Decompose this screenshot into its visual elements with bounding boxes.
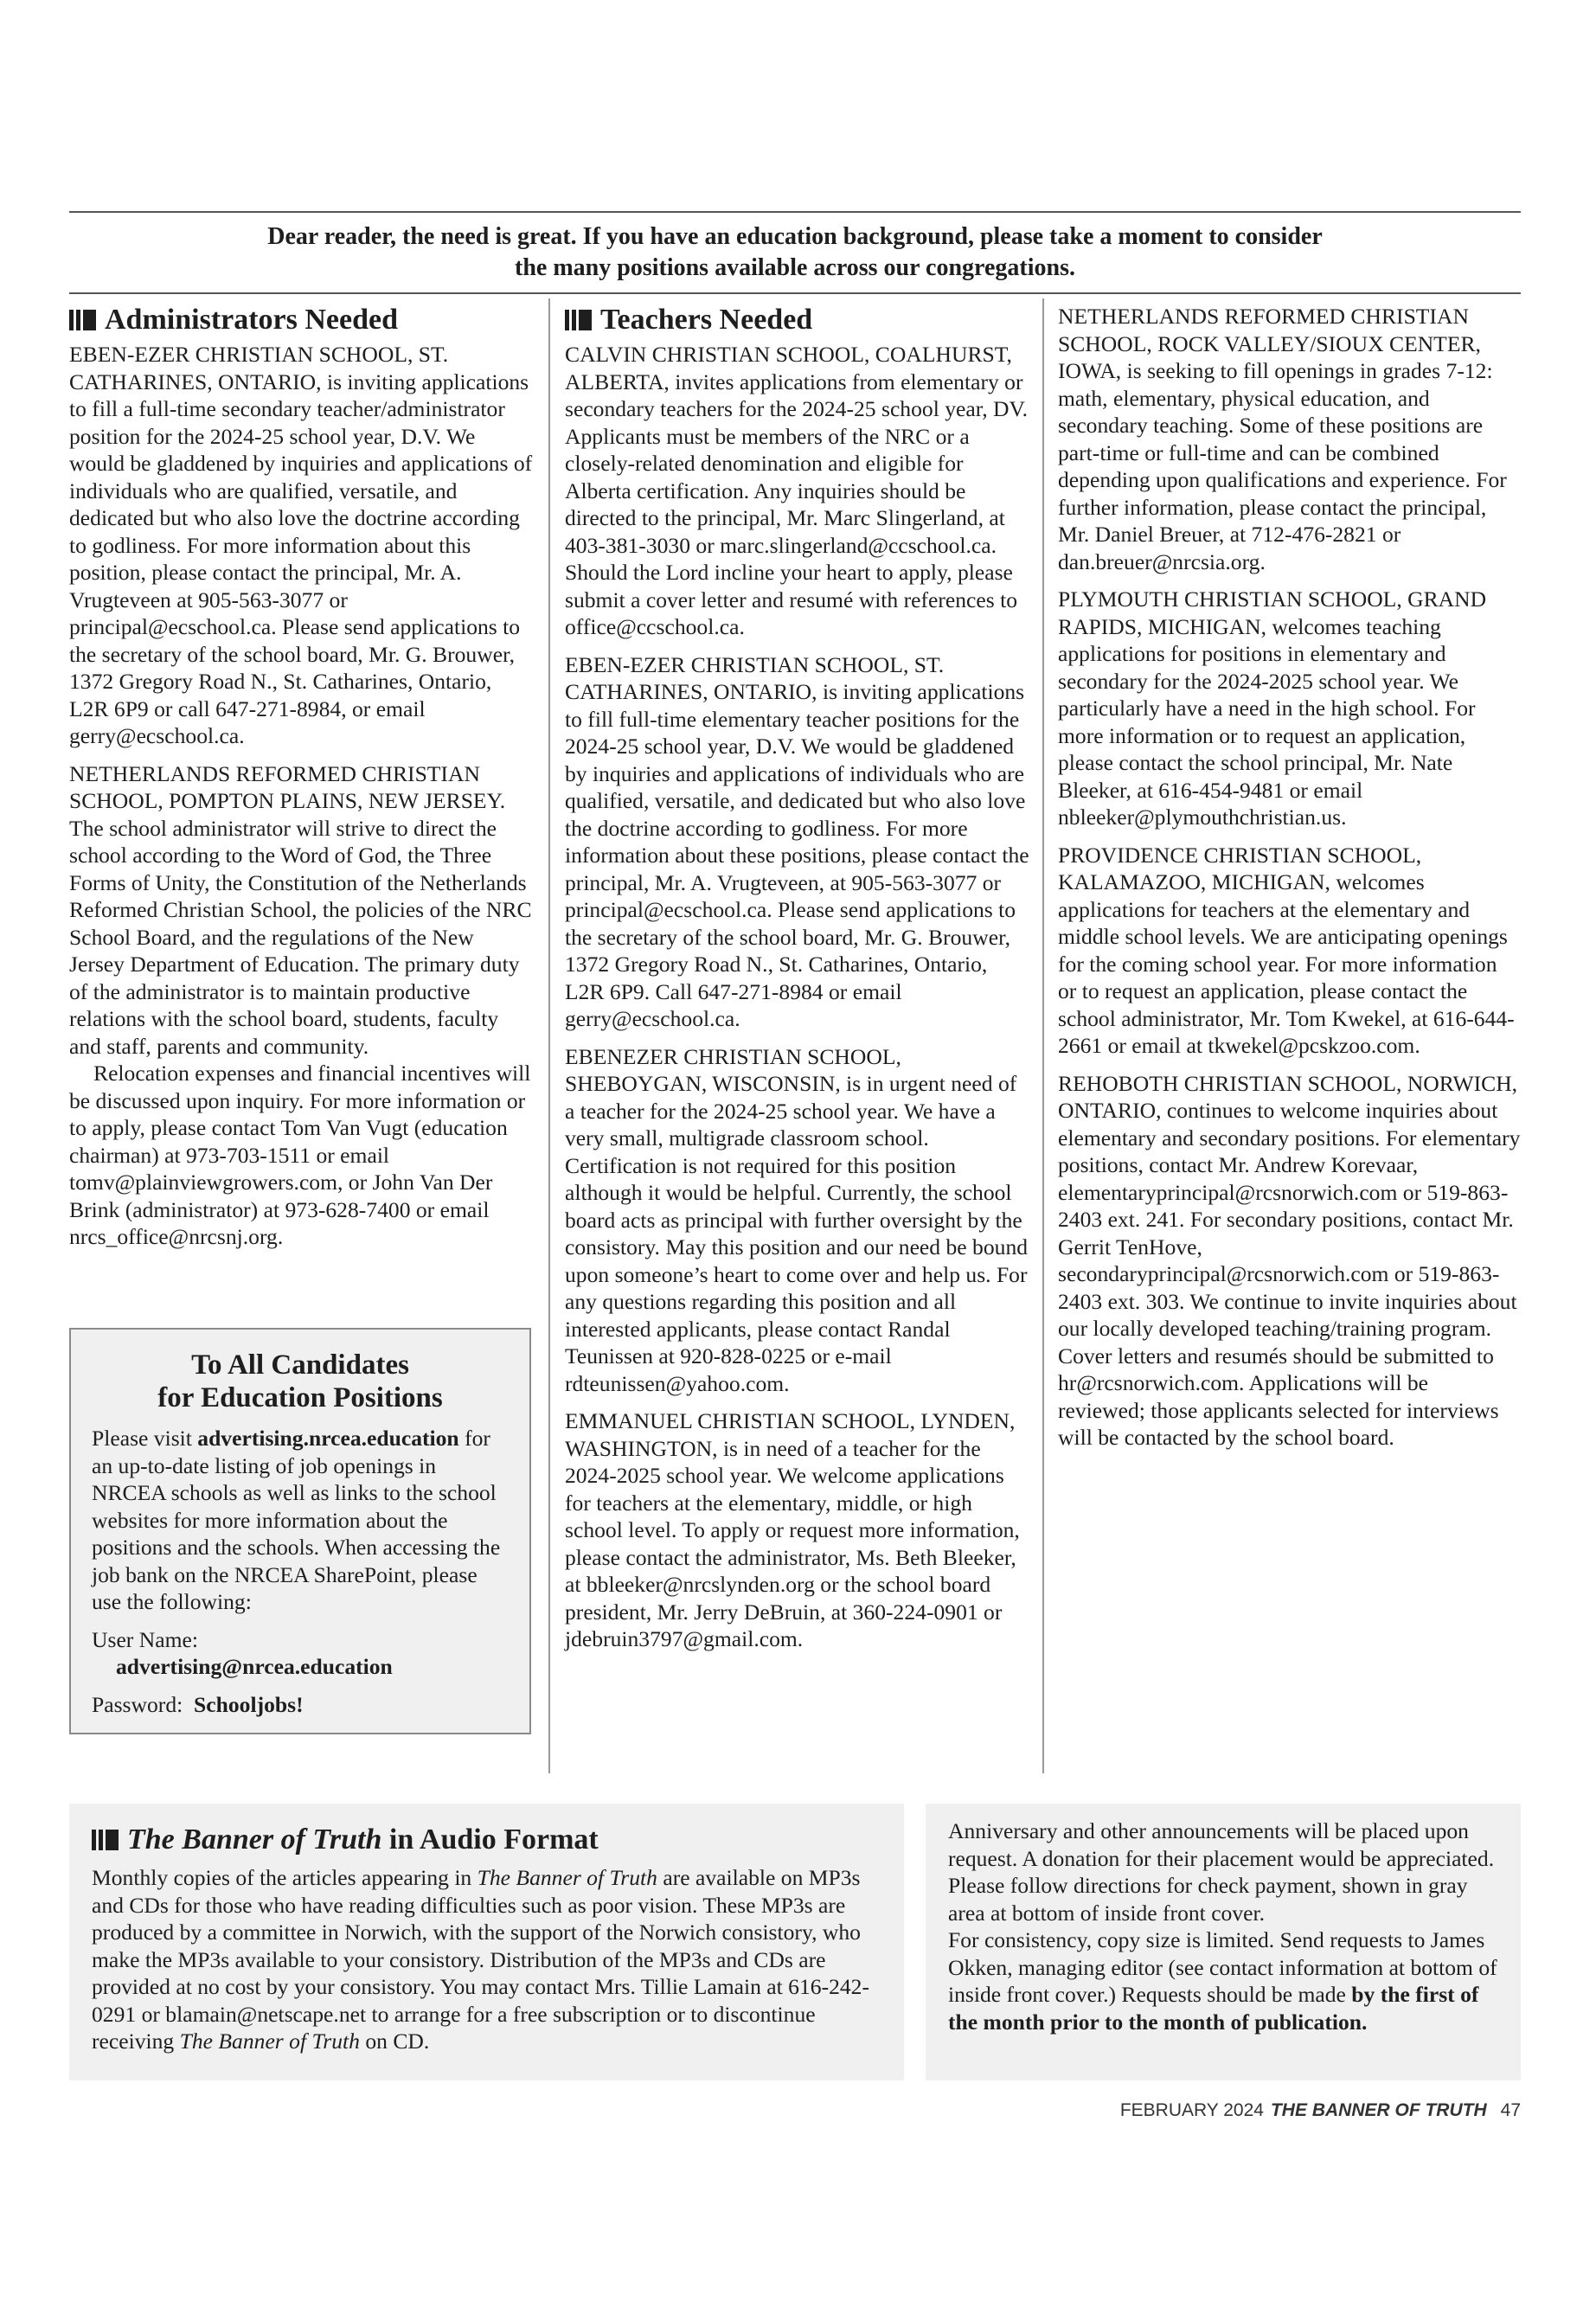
password-row	[92, 1691, 509, 1719]
candidates-visit-prefix: Please visit	[92, 1426, 198, 1451]
listing-rehoboth-norwich: REHOBOTH CHRISTIAN SCHOOL, NORWICH, ONTARIO, continues to welcome inquiries about elementary and secondary positions. For elementary positions, contact Mr. Andrew Korevaar, elementaryprincipal@rcsnorwich.com or 519-863-2403 ext. 241. For secondary positions, contact Mr. Gerrit TenHove, secondaryprincipal@rcsnorwich.com or 519-863-2403 ext. 303. We continue to invite inquiries about our locally developed teaching/training program. Cover letters and resumés should be submitted to hr@rcsnorwich.com. Applications will be reviewed; those applicants selected for interviews will be contacted by the school board.	[1058, 1070, 1521, 1450]
candidates-title-line-2: for Education Positions	[157, 1382, 443, 1413]
audio-text-1: Monthly copies of the articles appearing in	[92, 1865, 478, 1890]
listing-calvin-coalhurst: CALVIN CHRISTIAN SCHOOL, COALHURST, ALBERTA, invites applications from elementary or secondary teachers for the 2024-25 school year, DV. Applicants must be members of the NRC or a closely-related denomination and eligible for Alberta certification. Any inquiries should be directed to the principal, Mr. Marc Slingerland, at 403-381-3030 or marc.slingerland@ccschool.ca. Should the Lord incline your heart to apply, please submit a cover letter and resumé with references to office@ccschool.ca.	[565, 342, 1029, 639]
announcements-para-1: Anniversary and other announcements will be placed upon request. A donation for their placement would be appreciated. Please follow directions for check payment, shown in gray area at bottom of inside front cover.	[948, 1818, 1495, 1926]
announcements-box	[926, 1804, 1521, 2080]
column-teachers	[565, 303, 1030, 1653]
section-heading-administrators	[69, 303, 535, 337]
listing-ebenezer-sheboygan: EBENEZER CHRISTIAN SCHOOL, SHEBOYGAN, WISCONSIN, is in urgent need of a teacher for the 2024-25 school year. We have a very small, multigrade classroom school. Certification is not required for this position although it would be helpful. Currently, the school board acts as principal with further oversight by the consistory. May this position and our need be bound upon someone’s heart to come over and help us. For any questions regarding this position and all interested applicants, please contact Randal Teunissen at 920-828-0225 or e-mail rdteunissen@yahoo.com.	[565, 1043, 1029, 1396]
candidates-visit-rest: for an up-to-date listing of job openings in NRCEA schools as well as links to the school websites for more information about the positions and the schools. When accessing the job bank on the NRCEA SharePoint, please use the following:	[92, 1426, 501, 1614]
listing-plymouth-grand-rapids: PLYMOUTH CHRISTIAN SCHOOL, GRAND RAPIDS, MICHIGAN, welcomes teaching applications for positions in elementary and secondary for the 2024-2025 school year. We particularly have a need in the high school. For more information or to request an application, please contact the school principal, Mr. Nate Bleeker, at 616-454-9481 or email nbleeker@plymouthchristian.us.	[1058, 586, 1487, 830]
listing-ebenezer-st-catharines-admin: EBEN-EZER CHRISTIAN SCHOOL, ST. CATHARINES, ONTARIO, is inviting applications to fill a full-time secondary teacher/administrator position for the 2024-25 school year, D.V. We would be gladdened by inquiries and applications of individuals who are qualified, versatile, and dedicated but who also love the doctrine according to godliness. For more information about this position, please contact the principal, Mr. A. Vrugteveen at 905-563-3077 or principal@ecschool.ca. Please send applications to the secretary of the school board, Mr. G. Brouwer, 1372 Gregory Road N., St. Catharines, Ontario, L2R 6P9 or call 647-271-8984, or email gerry@ecschool.ca.	[69, 342, 533, 748]
announcements-para-2	[948, 1926, 1498, 2035]
footer-date: FEBRUARY 2024	[1119, 2100, 1264, 2120]
listing-nrcs-pompton-plains: NETHERLANDS REFORMED CHRISTIAN SCHOOL, POMPTON PLAINS, NEW JERSEY. The school administrator will strive to direct the school according to the Word of God, the Three Forms of Unity, the Constitution of the Netherlands Reformed Christian School, the policies of the NRC School Board, and the regulations of the New Jersey Department of Education. The primary duty of the administrator is to maintain productive relations with the school board, students, faculty and staff, parents and community.	[69, 760, 532, 1059]
section-heading-teachers	[565, 303, 1030, 337]
audio-heading-rest: in Audio Format	[381, 1823, 599, 1856]
column-divider	[1042, 298, 1044, 1773]
job-bank-link[interactable]: advertising.nrcea.education	[197, 1426, 459, 1451]
listing-emmanuel-lynden: EMMANUEL CHRISTIAN SCHOOL, LYNDEN, WASHINGTON, is in need of a teacher for the 2024-2025 school year. We welcome applications for teachers at the elementary, middle, or high school level. To apply or request more information, please contact the administrator, Ms. Beth Bleeker, at bbleeker@nrcslynden.org or the school board president, Mr. Jerry DeBruin, at 360-224-0901 or jdebruin3797@gmail.com.	[565, 1408, 1020, 1651]
listing-providence-kalamazoo: PROVIDENCE CHRISTIAN SCHOOL, KALAMAZOO, MICHIGAN, welcomes applications for teachers at the elementary and middle school levels. We are anticipating openings for the coming school year. For more information or to request an application, please contact the school administrator, Mr. Tom Kwekel, at 616-644-2661 or email at tkwekel@pcskzoo.com.	[1058, 842, 1515, 1058]
intro-rule	[69, 292, 1521, 294]
audio-title-italic-1: The Banner of Truth	[477, 1865, 657, 1890]
audio-heading-text	[127, 1823, 599, 1857]
audio-body	[92, 1864, 881, 2055]
section-bars-icon	[565, 310, 592, 330]
intro-line-1: Dear reader, the need is great. If you have an education background, please take a moment to consider	[267, 223, 1323, 250]
column-administrators	[69, 303, 535, 1251]
audio-heading	[92, 1823, 881, 1857]
username-text: advertising@nrcea.education	[116, 1654, 393, 1679]
username-label: User Name:	[92, 1626, 198, 1652]
audio-text-3: on CD.	[359, 2029, 430, 2054]
top-rule	[69, 211, 1521, 213]
candidates-info-box	[69, 1328, 531, 1734]
footer-magazine: THE BANNER OF TRUTH	[1270, 2100, 1487, 2120]
heading-text: Teachers Needed	[600, 304, 813, 336]
intro-appeal	[69, 221, 1521, 284]
password-label: Password:	[92, 1691, 183, 1717]
heading-text: Administrators Needed	[105, 304, 399, 336]
announcements-deadline: by the first of the month prior to the month of publication.	[948, 1982, 1479, 2035]
listing-nrcs-rock-valley: NETHERLANDS REFORMED CHRISTIAN SCHOOL, ROCK VALLEY/SIOUX CENTER, IOWA, is seeking to fill openings in grades 7-12: math, elementary, physical education, and secondary teaching. Some of these positions are part-time or full-time and can be combined depending upon qualifications and experience. For further information, please contact the principal, Mr. Daniel Breuer, at 712-476-2821 or dan.breuer@nrcsia.org.	[1058, 304, 1507, 574]
page-number: 47	[1500, 2100, 1521, 2120]
listing-ebenezer-st-catharines-teachers: EBEN-EZER CHRISTIAN SCHOOL, ST. CATHARINES, ONTARIO, is inviting applications to fill full-time elementary teacher positions for the 2024-25 school year, D.V. We would be gladdened by inquiries and applications of individuals who are qualified, versatile, and dedicated but who also love the doctrine according to godliness. For more information about these positions, please contact the principal, Mr. A. Vrugteveen, at 905-563-3077 or principal@ecschool.ca. Please send applications to the secretary of the school board, Mr. G. Brouwer, 1372 Gregory Road N., St. Catharines, Ontario, L2R 6P9. Call 647-271-8984 or email gerry@ecschool.ca.	[565, 651, 1029, 1031]
listing-nrcs-pompton-plains-contact: Relocation expenses and financial incentives will be discussed upon inquiry. For more information or to apply, please contact Tom Van Vugt (education chairman) at 973-703-1511 or email tomv@plainviewgrowers.com, or John Van Der Brink (administrator) at 973-628-7400 or email nrcs_office@nrcsnj.org.	[69, 1061, 531, 1249]
column-divider	[548, 298, 550, 1773]
audio-format-box	[69, 1804, 904, 2080]
username-value	[92, 1653, 509, 1681]
candidates-text	[92, 1425, 509, 1616]
intro-line-2: the many positions available across our congregations.	[515, 254, 1075, 281]
column-teachers-continued	[1058, 303, 1521, 1452]
announcements-para-2-text: For consistency, copy size is limited. Send requests to James Okken, managing editor (see contact information at bottom of inside front cover.) Requests should be made	[948, 1927, 1497, 2007]
section-bars-icon	[92, 1830, 119, 1850]
audio-title-italic-2: The Banner of Truth	[179, 2029, 360, 2054]
page-footer	[952, 2100, 1521, 2121]
section-bars-icon	[69, 310, 96, 330]
audio-heading-title: The Banner of Truth	[127, 1823, 382, 1856]
candidates-title-line-1: To All Candidates	[191, 1349, 409, 1381]
audio-text-2: are available on MP3s and CDs for those who have reading difficulties such as poor vision. These MP3s are produced by a committee in Norwich, with the support of the Norwich consistory, who make the MP3s available to your consistory. Distribution of the MP3s and CDs are provided at no cost by your consistory. You may contact Mrs. Tillie Lamain at 616-242-0291 or blamain@netscape.net to arrange for a free subscription or to discontinue receiving	[92, 1865, 870, 2054]
candidates-title	[92, 1349, 509, 1414]
password-value: Schooljobs!	[194, 1691, 304, 1717]
